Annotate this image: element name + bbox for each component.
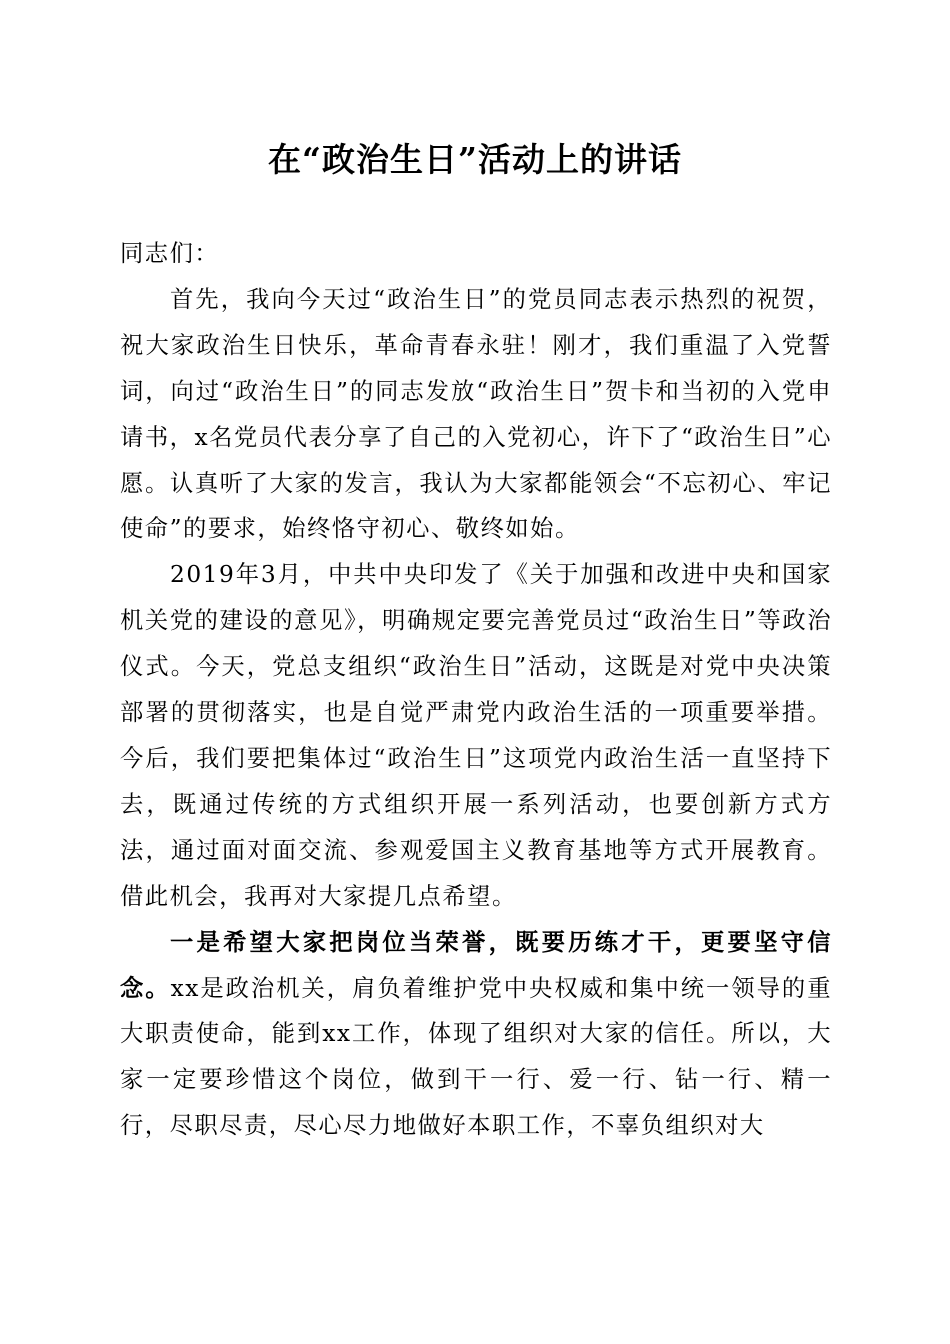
- document-title: 在“政治生日”活动上的讲话: [268, 140, 682, 179]
- paragraph-hope-one-lead: 一是希望大家把岗位当荣誉，既要历练才干，更要坚守信念。: [120, 928, 832, 1002]
- paragraph-hope-one: [120, 920, 832, 1150]
- document-body: [120, 231, 832, 1149]
- paragraph-opening: 首先，我向今天过“政治生日”的党员同志表示热烈的祝贺，祝大家政治生日快乐，革命青春永驻！刚才，我们重温了入党誓词，向过“政治生日”的同志发放“政治生日”贺卡和当初的入党申请书，x名党员代表分享了自己的入党初心，许下了“政治生日”心愿。认真听了大家的发言，我认为大家都能领会“不忘初心、牢记使命”的要求，始终恪守初心、敬终如始。: [120, 285, 832, 543]
- salutation: 同志们：: [120, 240, 220, 267]
- paragraph-background: 2019年3月，中共中央印发了《关于加强和改进中央和国家机关党的建设的意见》，明确规定要完善党员过“政治生日”等政治仪式。今天，党总支组织“政治生日”活动，这既是对党中央决策部署的贯彻落实，也是自觉严肃党内政治生活的一项重要举措。今后，我们要把集体过“政治生日”这项党内政治生活一直坚持下去，既通过传统的方式组织开展一系列活动，也要创新方式方法，通过面对面交流、参观爱国主义教育基地等方式开展教育。借此机会，我再对大家提几点希望。: [120, 561, 832, 910]
- paragraph-hope-one-body: xx是政治机关，肩负着维护党中央权威和集中统一领导的重大职责使命，能到xx工作，体现了组织对大家的信任。所以，大家一定要珍惜这个岗位，做到干一行、爱一行、钻一行、精一行，尽职尽责，尽心尽力地做好本职工作，不辜负组织对大: [120, 974, 833, 1140]
